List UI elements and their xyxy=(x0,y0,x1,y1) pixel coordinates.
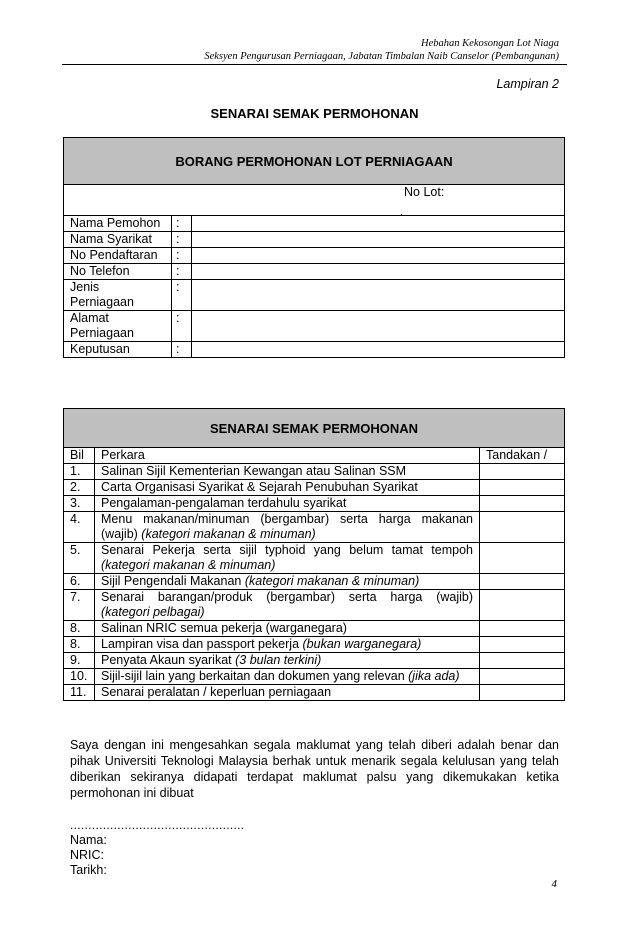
checklist-row xyxy=(64,480,565,496)
checklist-title: SENARAI SEMAK PERMOHONAN xyxy=(64,409,565,448)
checklist-item-text: Pengalaman-pengalaman terdahulu syarikat xyxy=(101,496,347,510)
checklist-tick-box[interactable] xyxy=(480,637,565,653)
checklist-tick-box[interactable] xyxy=(480,464,565,480)
checklist-item-note: (bukan warganegara) xyxy=(302,637,422,651)
checklist-item xyxy=(95,621,480,637)
checklist-item xyxy=(95,543,480,574)
checklist-row xyxy=(64,637,565,653)
checklist-item-text: Menu makanan/minuman (bergambar) serta harga makanan (wajib) xyxy=(101,512,473,541)
checklist-number: 4. xyxy=(64,512,95,543)
form-field-value[interactable] xyxy=(192,232,565,248)
checklist-item xyxy=(95,685,480,701)
checklist-number: 8. xyxy=(64,637,95,653)
form-field-label: Keputusan xyxy=(64,342,172,358)
nric-label: NRIC: xyxy=(70,848,105,862)
form-fields xyxy=(64,216,565,358)
checklist-number: 1. xyxy=(64,464,95,480)
checklist-tick-box[interactable] xyxy=(480,685,565,701)
checklist-item xyxy=(95,669,480,685)
form-field-label: Jenis Perniagaan xyxy=(64,280,172,311)
checklist-number: 8. xyxy=(64,621,95,637)
form-field-colon: : xyxy=(172,216,192,232)
checklist-row xyxy=(64,543,565,574)
checklist-number: 3. xyxy=(64,496,95,512)
checklist-number: 10. xyxy=(64,669,95,685)
form-field-label: No Pendaftaran xyxy=(64,248,172,264)
checklist-tick-box[interactable] xyxy=(480,653,565,669)
checklist-item-text: Senarai barangan/produk (bergambar) serta harga (wajib) xyxy=(101,590,473,604)
form-title: BORANG PERMOHONAN LOT PERNIAGAAN xyxy=(64,138,565,185)
lampiran-label: Lampiran 2 xyxy=(496,77,559,91)
nama-label: Nama: xyxy=(70,833,107,847)
checklist-table xyxy=(63,408,565,701)
checklist-number: 11. xyxy=(64,685,95,701)
form-field-colon: : xyxy=(172,280,192,311)
checklist-row xyxy=(64,464,565,480)
checklist-item-note: (kategori makanan & minuman) xyxy=(244,574,420,588)
col-header-bil: Bil xyxy=(64,448,95,464)
checklist-row xyxy=(64,512,565,543)
header-rule xyxy=(62,64,567,65)
checklist-item-text: Senarai Pekerja serta sijil typhoid yang belum tamat tempoh xyxy=(101,543,473,557)
checklist-number: 2. xyxy=(64,480,95,496)
checklist-item-text: Sijil-sijil lain yang berkaitan dan dokumen yang relevan xyxy=(101,669,405,683)
checklist-item-note: (jika ada) xyxy=(408,669,460,683)
checklist-item-text: Carta Organisasi Syarikat & Sejarah Penubuhan Syarikat xyxy=(101,480,418,494)
form-field-colon: : xyxy=(172,248,192,264)
form-field-label: Alamat Perniagaan xyxy=(64,311,172,342)
checklist-row xyxy=(64,496,565,512)
header-line-2: Seksyen Pengurusan Perniagaan, Jabatan Timbalan Naib Canselor (Pembangunan) xyxy=(204,51,559,62)
checklist-item-note: (kategori pelbagai) xyxy=(101,605,205,619)
checklist-item xyxy=(95,496,480,512)
checklist-tick-box[interactable] xyxy=(480,512,565,543)
checklist-item-note: (3 bulan terkini) xyxy=(235,653,322,667)
col-header-tandakan: Tandakan / xyxy=(480,448,565,464)
checklist-item-text: Salinan NRIC semua pekerja (warganegara) xyxy=(101,621,347,635)
document-title: SENARAI SEMAK PERMOHONAN xyxy=(210,106,419,121)
form-field-value[interactable] xyxy=(192,264,565,280)
form-field-label: No Telefon xyxy=(64,264,172,280)
application-form-table xyxy=(63,137,565,358)
no-lot-label: No Lot: xyxy=(404,185,445,199)
form-field-label: Nama Pemohon xyxy=(64,216,172,232)
checklist-item-text: Lampiran visa dan passport pekerja xyxy=(101,637,300,651)
checklist-row xyxy=(64,653,565,669)
form-field-colon: : xyxy=(172,264,192,280)
checklist-number: 7. xyxy=(64,590,95,621)
form-field-row xyxy=(64,216,565,232)
form-field-row xyxy=(64,280,565,311)
checklist-item-text: Sijil Pengendali Makanan xyxy=(101,574,242,588)
header-line-1: Hebahan Kekosongan Lot Niaga xyxy=(421,38,559,49)
form-field-value[interactable] xyxy=(192,280,565,311)
page-number: 4 xyxy=(551,878,557,890)
tarikh-label: Tarikh: xyxy=(70,863,107,877)
checklist-number: 6. xyxy=(64,574,95,590)
checklist-item xyxy=(95,574,480,590)
checklist-item xyxy=(95,653,480,669)
checklist-row xyxy=(64,621,565,637)
form-field-value[interactable] xyxy=(192,248,565,264)
form-field-colon: : xyxy=(172,311,192,342)
checklist-tick-box[interactable] xyxy=(480,543,565,574)
form-field-row xyxy=(64,311,565,342)
form-field-value[interactable] xyxy=(192,311,565,342)
checklist-tick-box[interactable] xyxy=(480,669,565,685)
form-field-colon: : xyxy=(172,232,192,248)
checklist-number: 5. xyxy=(64,543,95,574)
checklist-row xyxy=(64,590,565,621)
declaration-text: Saya dengan ini mengesahkan segala maklumat yang telah diberi adalah benar dan pihak Universiti Teknologi Malaysia berhak untuk menarik segala kelulusan yang telah diberikan sekiranya didapati terdapat maklumat palsu yang dikemukakan ketika permohonan ini dibuat xyxy=(70,738,559,800)
col-header-perkara: Perkara xyxy=(95,448,480,464)
checklist-item xyxy=(95,512,480,543)
checklist-item-note: (kategori makanan & minuman) xyxy=(101,558,276,572)
checklist-row xyxy=(64,669,565,685)
checklist-tick-box[interactable] xyxy=(480,496,565,512)
checklist-number: 9. xyxy=(64,653,95,669)
form-field-row xyxy=(64,232,565,248)
form-field-row xyxy=(64,248,565,264)
checklist-tick-box[interactable] xyxy=(480,590,565,621)
checklist-tick-box[interactable] xyxy=(480,621,565,637)
checklist-item xyxy=(95,480,480,496)
checklist-item xyxy=(95,637,480,653)
checklist-item-text: Senarai peralatan / keperluan perniagaan xyxy=(101,685,332,699)
checklist-item-text: Penyata Akaun syarikat xyxy=(101,653,232,667)
checklist-item xyxy=(95,590,480,621)
form-field-value[interactable] xyxy=(192,216,565,232)
checklist-items xyxy=(64,464,565,701)
form-field-row xyxy=(64,342,565,358)
form-field-colon: : xyxy=(172,342,192,358)
form-field-row xyxy=(64,264,565,280)
checklist-tick-box[interactable] xyxy=(480,574,565,590)
checklist-row xyxy=(64,574,565,590)
signature-line: ................................................ xyxy=(70,818,245,832)
form-field-label: Nama Syarikat xyxy=(64,232,172,248)
checklist-item-note: (kategori makanan & minuman) xyxy=(141,527,316,541)
form-field-value[interactable] xyxy=(192,342,565,358)
checklist-row xyxy=(64,685,565,701)
no-lot-cell[interactable] xyxy=(64,185,565,216)
no-lot-tick xyxy=(401,214,402,216)
checklist-tick-box[interactable] xyxy=(480,480,565,496)
checklist-item xyxy=(95,464,480,480)
checklist-item-text: Salinan Sijil Kementerian Kewangan atau Salinan SSM xyxy=(101,464,407,478)
